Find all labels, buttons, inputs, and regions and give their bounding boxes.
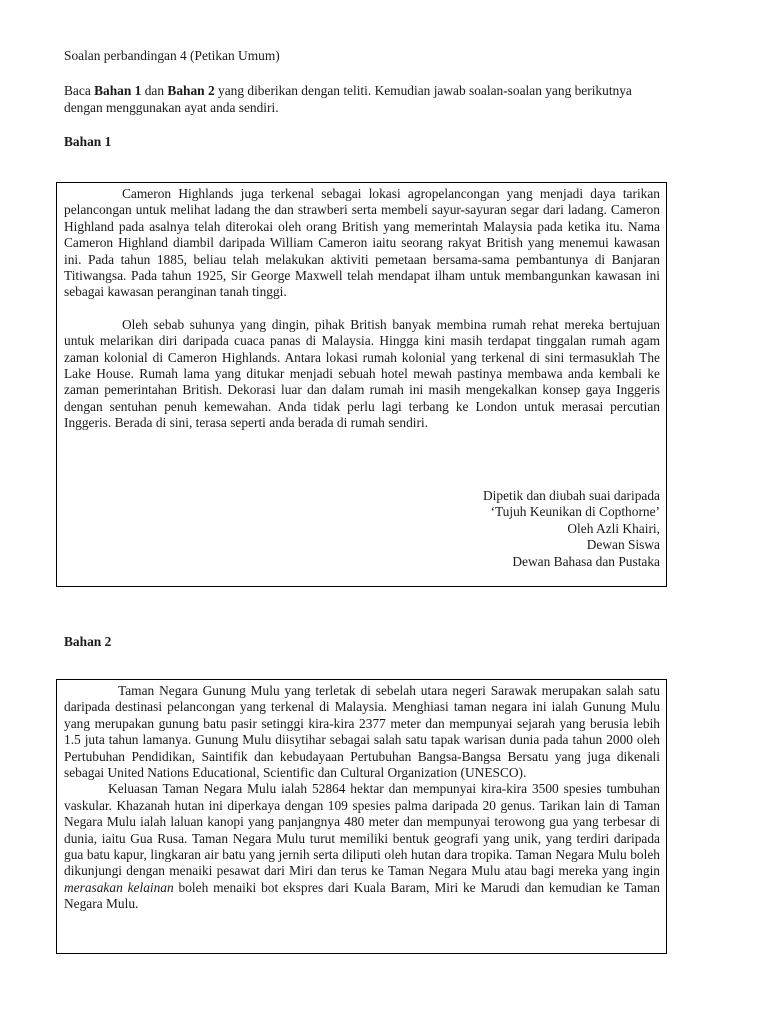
bahan2-heading: Bahan 2 [64, 634, 112, 649]
bahan2-paragraph-1: Taman Negara Gunung Mulu yang terletak di sebelah utara negeri Sarawak merupakan salah satu daripada destinasi pelancongan yang terkenal di Malaysia. Menghiasi taman negara ini ialah Gunung Mulu yang merupakan gunung batu pasir setinggi kira-kira 2377 meter dan mempunyai sejarah yang berusia lebih 1.5 juta tahun lamanya. Gunung Mulu diisytihar sebagai salah satu tapak warisan dunia pada tahun 2000 oleh Pertubuhan Pendidikan, Saintifik dan kebudayaan Pertubuhan Bangsa-Bangsa Bersatu yang juga dikenali sebagai United Nations Educational, Scientific dan Cultural Organization (UNESCO). [64, 683, 660, 781]
bahan1-paragraph-2: Oleh sebab suhunya yang dingin, pihak British banyak membina rumah rehat mereka bertujuan untuk melarikan diri daripada cuaca panas di Malaysia. Hingga kini masih terdapat tinggalan rumah agam zaman kolonial di Cameron Highlands. Antara lokasi rumah kolonial yang terkenal di sini termasuklah The Lake House. Rumah lama yang ditukar menjadi sebuah hotel mewah pastinya membawa anda kembali ke zaman pemerintahan British. Dekorasi luar dan dalam rumah ini masih mengekalkan konsep gaya Inggeris dengan sentuhan penuh kemewahan. Anda tidak perlu lagi terbang ke London untuk merasai percutian Inggeris. Berada di sini, terasa seperti anda berada di rumah sendiri. [64, 316, 660, 431]
bahan1-box [56, 182, 667, 587]
source-line: Dewan Siswa [586, 537, 660, 553]
instruction-bahan1: Bahan 1 [94, 83, 142, 98]
source-line: Dewan Bahasa dan Pustaka [512, 553, 660, 569]
instruction-paragraph [64, 82, 664, 116]
instruction-bahan2: Bahan 2 [167, 83, 215, 98]
bahan2-paragraph-2 [64, 781, 660, 912]
document-title: Soalan perbandingan 4 (Petikan Umum) [64, 48, 280, 63]
bahan2-box [56, 679, 667, 954]
bahan1-paragraph-1: Cameron Highlands juga terkenal sebagai lokasi agropelancongan yang menjadi daya tarikan pelancongan untuk melihat ladang the dan strawberi serta membeli sayur-sayuran segar dari ladang. Cameron Highland pada asalnya telah diterokai oleh orang British yang memerintah Malaysia pada ketika itu. Nama Cameron Highland diambil daripada William Cameron iaitu seorang rakyat British yang menemui kawasan ini. Pada tahun 1885, beliau telah melakukan aktiviti pemetaan bersama-sama pembantunya di Banjaran Titiwangsa. Pada tahun 1925, Sir George Maxwell telah mendapat ilham untuk membangunkan kawasan ini sebagai kawasan peranginan tanah tinggi. [64, 186, 660, 300]
bahan1-text [64, 186, 660, 432]
bahan2-text [64, 683, 660, 913]
source-line: ‘Tujuh Keunikan di Copthorne’ [490, 504, 660, 520]
bahan1-heading: Bahan 1 [64, 134, 112, 149]
instruction-text-end: yang diberikan dengan teliti. Kemudian jawab soalan-soalan yang berikutnya dengan menggunakan ayat anda sendiri. [64, 83, 632, 115]
bahan2-p2-text-a: Keluasan Taman Negara Mulu ialah 52864 hektar dan mempunyai kira-kira 3500 spesies tumbuhan vaskular. Khazanah hutan ini diperkaya dengan 109 spesies palma daripada 20 genus. Tarikan lain di Taman Negara Mulu ialah laluan kanopi yang panjangnya 480 meter dan mempunyai terowong gua yang terbesar di dunia, iaitu Gua Rusa. Taman Negara Mulu turut memiliki bentuk geografi yang unik, yang terdiri daripada gua batu kapur, lingkaran air batu yang jernih serta diliputi oleh hutan dara tropika. Taman Negara Mulu boleh dikunjungi dengan menaiki pesawat dari Miri dan terus ke Taman Negara Mulu atau bagi mereka yang ingin [64, 781, 660, 879]
bahan2-p2-text-b: boleh menaiki bot ekspres dari Kuala Baram, Miri ke Marudi dan kemudian ke Taman Negara Mulu. [64, 879, 660, 912]
instruction-text-start: Baca [64, 83, 95, 98]
instruction-text-mid: dan [141, 83, 168, 98]
bahan1-source [483, 488, 660, 570]
bahan2-p2-emphasis: merasakan kelainan [64, 879, 174, 895]
source-line: Oleh Azli Khairi, [567, 520, 660, 536]
source-line: Dipetik dan diubah suai daripada [482, 488, 660, 503]
